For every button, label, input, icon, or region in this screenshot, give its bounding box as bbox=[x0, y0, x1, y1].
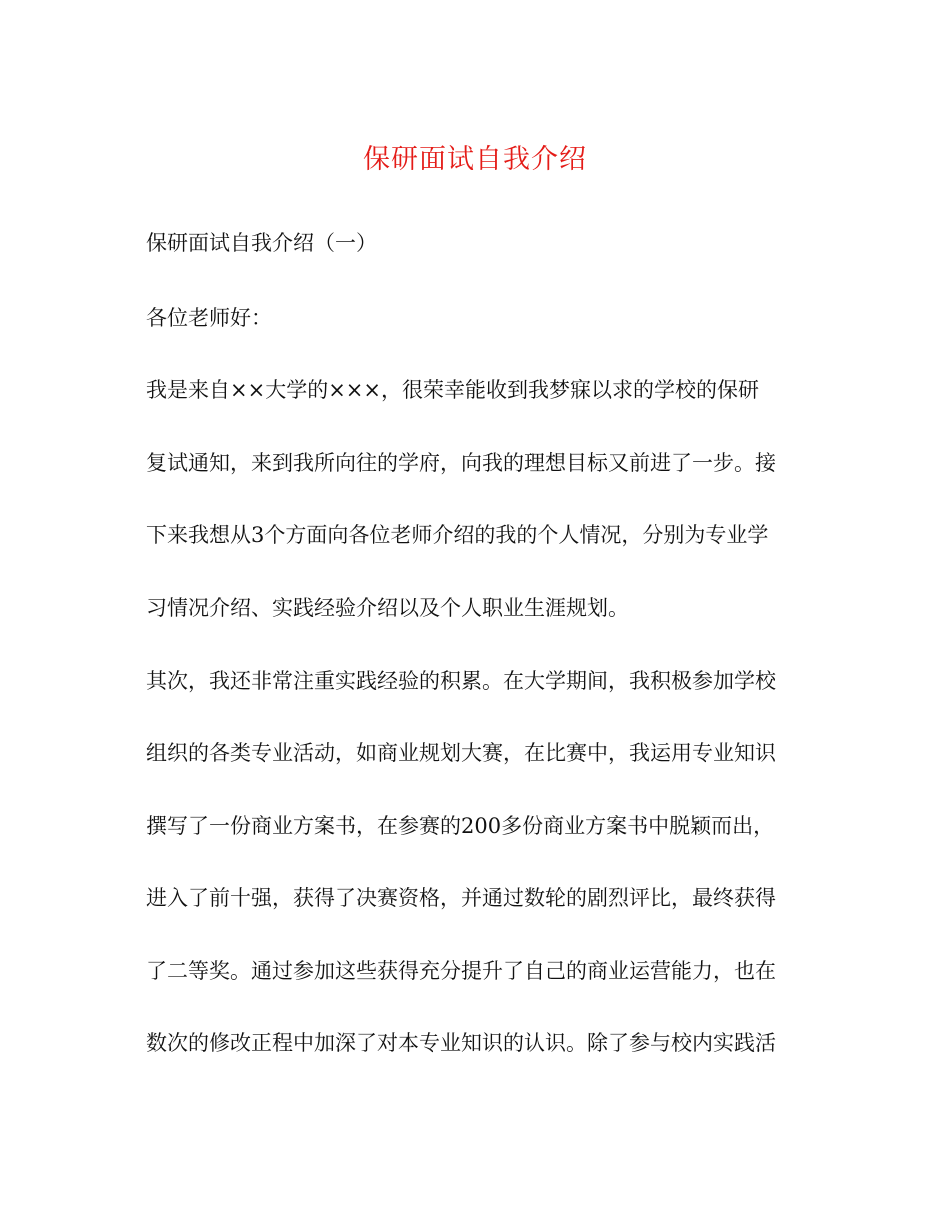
body-line: 了二等奖。通过参加这些获得充分提升了自己的商业运营能力，也在 bbox=[146, 959, 776, 983]
body-line: 下来我想从3个方面向各位老师介绍的我的个人情况，分别为专业学 bbox=[146, 523, 769, 547]
body-line: 数次的修改正程中加深了对本专业知识的认识。除了参与校内实践活 bbox=[146, 1031, 776, 1055]
body-line: 习情况介绍、实践经验介绍以及个人职业生涯规划。 bbox=[146, 596, 629, 620]
greeting-line: 各位老师好： bbox=[146, 306, 272, 330]
page-title: 保研面试自我介绍 bbox=[363, 144, 587, 175]
body-line: 撰写了一份商业方案书，在参赛的200多份商业方案书中脱颖而出， bbox=[146, 814, 775, 838]
section-heading: 保研面试自我介绍（一） bbox=[146, 231, 377, 255]
body-line: 进入了前十强，获得了决赛资格，并通过数轮的剧烈评比，最终获得 bbox=[146, 886, 776, 910]
body-line: 组织的各类专业活动，如商业规划大赛，在比赛中，我运用专业知识 bbox=[146, 741, 776, 765]
body-line: 其次，我还非常注重实践经验的积累。在大学期间，我积极参加学校 bbox=[146, 669, 776, 693]
body-line: 我是来自××大学的×××，很荣幸能收到我梦寐以求的学校的保研 bbox=[146, 378, 759, 402]
body-line: 复试通知，来到我所向往的学府，向我的理想目标又前进了一步。接 bbox=[146, 451, 776, 475]
